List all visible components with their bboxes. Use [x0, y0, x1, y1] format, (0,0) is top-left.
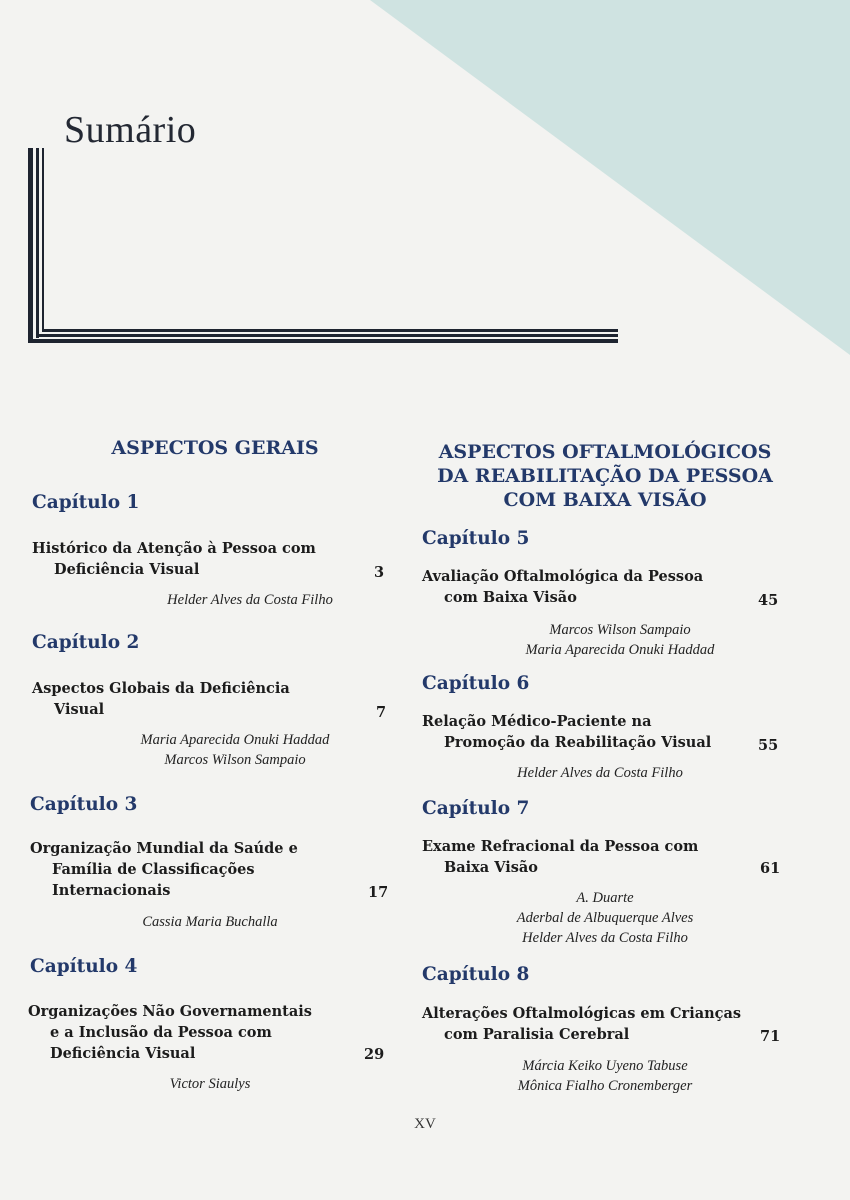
- author-name: Maria Aparecida Onuki Haddad: [525, 642, 715, 658]
- title-rule-horizontal-outer: [28, 339, 618, 343]
- page-number: 3: [374, 564, 385, 581]
- author-name: Maria Aparecida Onuki Haddad: [140, 732, 330, 748]
- chapter-authors: [435, 888, 775, 948]
- author-name: Helder Alves da Costa Filho: [167, 592, 333, 608]
- title-rule-horizontal-middle: [36, 334, 618, 337]
- chapter-heading: Capítulo 2: [32, 632, 140, 653]
- page-number: 7: [376, 704, 387, 721]
- chapter-title[interactable]: [28, 1001, 312, 1064]
- chapter-heading: Capítulo 1: [32, 492, 140, 513]
- page-number: 45: [758, 592, 779, 609]
- chapter-heading: Capítulo 8: [422, 964, 530, 985]
- chapter-heading: Capítulo 5: [422, 528, 530, 549]
- chapter-title-line: Família de Classificações: [52, 861, 255, 878]
- chapter-heading: Capítulo 6: [422, 673, 530, 694]
- page-title: Sumário: [64, 109, 197, 151]
- page-number: 55: [758, 737, 779, 754]
- author-name: Victor Siaulys: [169, 1076, 251, 1092]
- chapter-title-line: Alterações Oftalmológicas em Crianças: [422, 1005, 742, 1022]
- corner-triangle: [370, 0, 850, 355]
- chapter-title-line: Relação Médico-Paciente na: [422, 713, 652, 730]
- chapter-title-line: Deficiência Visual: [50, 1045, 196, 1062]
- chapter-title-line: Organizações Não Governamentais: [28, 1003, 312, 1020]
- page-number: 29: [364, 1046, 385, 1063]
- chapter-title-line: Avaliação Oftalmológica da Pessoa: [422, 568, 704, 585]
- section-title-ophthalmology: [420, 440, 790, 512]
- chapter-authors: [80, 590, 420, 610]
- title-rule-vertical-outer: [28, 148, 33, 343]
- chapter-title-line: com Paralisia Cerebral: [444, 1026, 630, 1043]
- chapter-title-line: Exame Refracional da Pessoa com: [422, 838, 699, 855]
- chapter-title-line: Baixa Visão: [444, 859, 538, 876]
- chapter-title[interactable]: [32, 678, 290, 720]
- page-number: 17: [368, 884, 389, 901]
- title-rule-vertical-inner: [42, 148, 44, 332]
- chapter-title[interactable]: [422, 836, 698, 878]
- author-name: Mônica Fialho Cronemberger: [517, 1078, 693, 1094]
- chapter-authors: [435, 1056, 775, 1096]
- chapter-authors: [40, 912, 380, 932]
- chapter-authors: [430, 763, 770, 783]
- page-number: 61: [760, 860, 781, 877]
- chapter-title-line: Internacionais: [52, 882, 171, 899]
- chapter-authors: [430, 620, 810, 660]
- chapter-authors: [40, 1074, 380, 1094]
- author-name: Marcos Wilson Sampaio: [164, 752, 306, 768]
- chapter-title-line: Promoção da Reabilitação Visual: [444, 734, 712, 751]
- author-name: Marcos Wilson Sampaio: [549, 622, 691, 638]
- folio-page-number: XV: [414, 1116, 436, 1132]
- chapter-title[interactable]: [30, 838, 298, 901]
- chapter-title[interactable]: [422, 566, 703, 608]
- author-name: Aderbal de Albuquerque Alves: [516, 910, 694, 926]
- author-name: Helder Alves da Costa Filho: [522, 930, 688, 946]
- author-name: Cassia Maria Buchalla: [142, 914, 278, 930]
- author-name: Márcia Keiko Uyeno Tabuse: [522, 1058, 688, 1074]
- chapter-heading: Capítulo 7: [422, 798, 530, 819]
- chapter-title-line: com Baixa Visão: [444, 589, 577, 606]
- chapter-title-line: Histórico da Atenção à Pessoa com: [32, 540, 316, 557]
- section-title-line: COM BAIXA VISÃO: [503, 489, 707, 511]
- section-title-line: DA REABILITAÇÃO DA PESSOA: [437, 465, 773, 487]
- chapter-title-line: e a Inclusão da Pessoa com: [50, 1024, 272, 1041]
- title-rule-horizontal-inner: [42, 329, 618, 332]
- chapter-title[interactable]: [422, 1003, 741, 1045]
- chapter-heading: Capítulo 4: [30, 956, 138, 977]
- section-title-general: [30, 436, 400, 460]
- chapter-title[interactable]: [32, 538, 316, 580]
- section-title-line: ASPECTOS OFTALMOLÓGICOS: [438, 441, 772, 463]
- title-rule-vertical-middle: [36, 148, 39, 338]
- chapter-title-line: Organização Mundial da Saúde e: [30, 840, 298, 857]
- chapter-title-line: Aspectos Globais da Deficiência: [32, 680, 290, 697]
- section-title-line: ASPECTOS GERAIS: [111, 437, 319, 459]
- author-name: A. Duarte: [576, 890, 634, 906]
- page-number: 71: [760, 1028, 781, 1045]
- chapter-title[interactable]: [422, 711, 711, 753]
- chapter-title-line: Deficiência Visual: [54, 561, 200, 578]
- chapter-heading: Capítulo 3: [30, 794, 138, 815]
- author-name: Helder Alves da Costa Filho: [517, 765, 683, 781]
- chapter-authors: [45, 730, 425, 770]
- chapter-title-line: Visual: [54, 701, 105, 718]
